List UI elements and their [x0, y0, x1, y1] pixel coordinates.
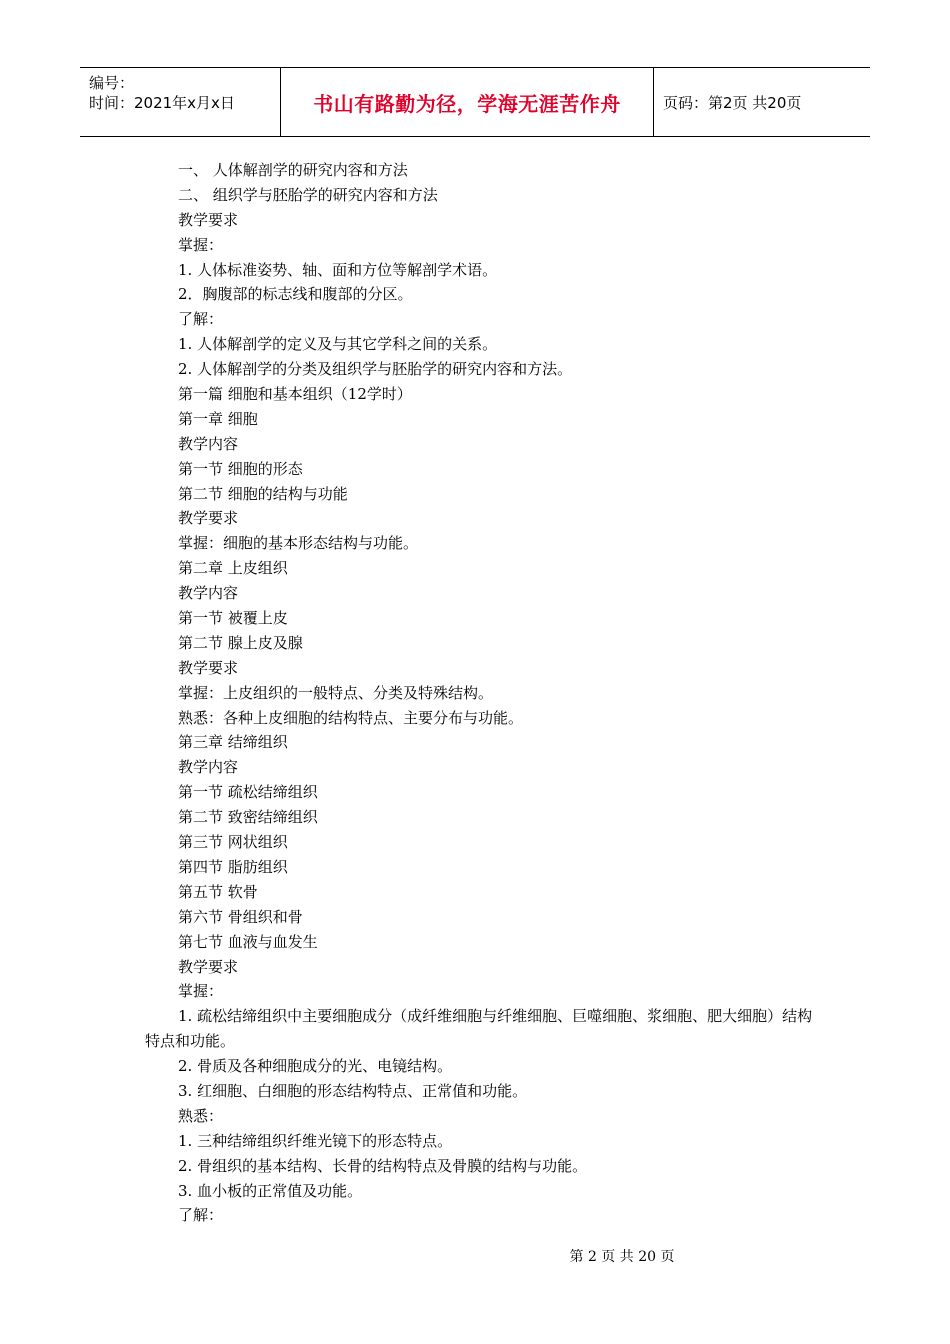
heading-line: 教学要求	[178, 509, 239, 528]
header-motto-cell	[281, 68, 654, 136]
heading-line: 教学要求	[178, 658, 239, 677]
label-line: 掌握：	[178, 982, 224, 1001]
list-item: 1. 三种结缔组织纤维光镜下的形态特点。	[178, 1131, 453, 1150]
document-body	[145, 158, 815, 1228]
page-header	[80, 67, 870, 137]
time-label: 时间：2021年x月x日	[89, 94, 235, 112]
section-line: 一、 人体解剖学的研究内容和方法	[178, 161, 408, 179]
list-item: 2．胸腹部的标志线和腹部的分区。	[178, 285, 413, 304]
section-line: 第二节 腺上皮及腺	[178, 633, 303, 652]
heading-line: 教学内容	[178, 758, 239, 777]
heading-line: 教学要求	[178, 210, 239, 229]
section-line: 第三节 网状组织	[178, 833, 288, 852]
label-line: 熟悉：	[178, 1106, 224, 1125]
heading-line: 教学内容	[178, 584, 239, 603]
chapter-heading: 第三章 结缔组织	[178, 733, 288, 752]
list-item: 1. 人体解剖学的定义及与其它学科之间的关系。	[178, 335, 498, 354]
chapter-heading: 第二章 上皮组织	[178, 559, 288, 578]
section-line: 二、 组织学与胚胎学的研究内容和方法	[178, 185, 438, 204]
section-line: 第二节 致密结缔组织	[178, 808, 318, 827]
footer-page-number: 第 2 页 共 20 页	[569, 1249, 675, 1265]
label-line: 掌握：	[178, 235, 224, 254]
section-line: 第一节 疏松结缔组织	[178, 783, 318, 802]
heading-line: 教学内容	[178, 434, 239, 453]
section-line: 第二节 细胞的结构与功能	[178, 484, 348, 503]
text-line: 掌握：细胞的基本形态结构与功能。	[178, 534, 419, 553]
header-motto: 书山有路勤为径，学海无涯苦作舟	[313, 91, 621, 116]
section-line: 第四节 脂肪组织	[178, 857, 288, 876]
header-page-info: 页码：第2页 共20页	[663, 93, 802, 112]
list-item: 3. 血小板的正常值及功能。	[178, 1181, 363, 1200]
list-item: 2. 人体解剖学的分类及组织学与胚胎学的研究内容和方法。	[178, 360, 573, 379]
section-line: 第一节 细胞的形态	[178, 459, 303, 478]
list-item: 1. 人体标准姿势、轴、面和方位等解剖学术语。	[178, 260, 498, 279]
section-line: 第六节 骨组织和骨	[178, 907, 303, 926]
list-item-wrapped: 1. 疏松结缔组织中主要细胞成分（成纤维细胞与纤维细胞、巨噬细胞、浆细胞、肥大细胞）结构特点和功能。	[145, 1007, 813, 1051]
part-heading: 第一篇 细胞和基本组织（12学时）	[178, 385, 412, 404]
section-line: 第五节 软骨	[178, 882, 258, 901]
list-item: 3. 红细胞、白细胞的形态结构特点、正常值和功能。	[178, 1081, 528, 1100]
number-label: 编号：	[89, 74, 135, 92]
label-line: 了解：	[178, 1206, 224, 1225]
chapter-heading: 第一章 细胞	[178, 409, 258, 428]
text-line: 熟悉：各种上皮细胞的结构特点、主要分布与功能。	[178, 708, 524, 727]
text-line: 掌握：上皮组织的一般特点、分类及特殊结构。	[178, 683, 494, 702]
list-item: 2. 骨质及各种细胞成分的光、电镜结构。	[178, 1057, 453, 1076]
heading-line: 教学要求	[178, 957, 239, 976]
header-meta	[80, 68, 281, 136]
list-item: 2. 骨组织的基本结构、长骨的结构特点及骨膜的结构与功能。	[178, 1156, 588, 1175]
section-line: 第七节 血液与血发生	[178, 932, 318, 951]
page-footer	[0, 1246, 950, 1266]
section-line: 第一节 被覆上皮	[178, 609, 288, 628]
label-line: 了解：	[178, 310, 224, 329]
